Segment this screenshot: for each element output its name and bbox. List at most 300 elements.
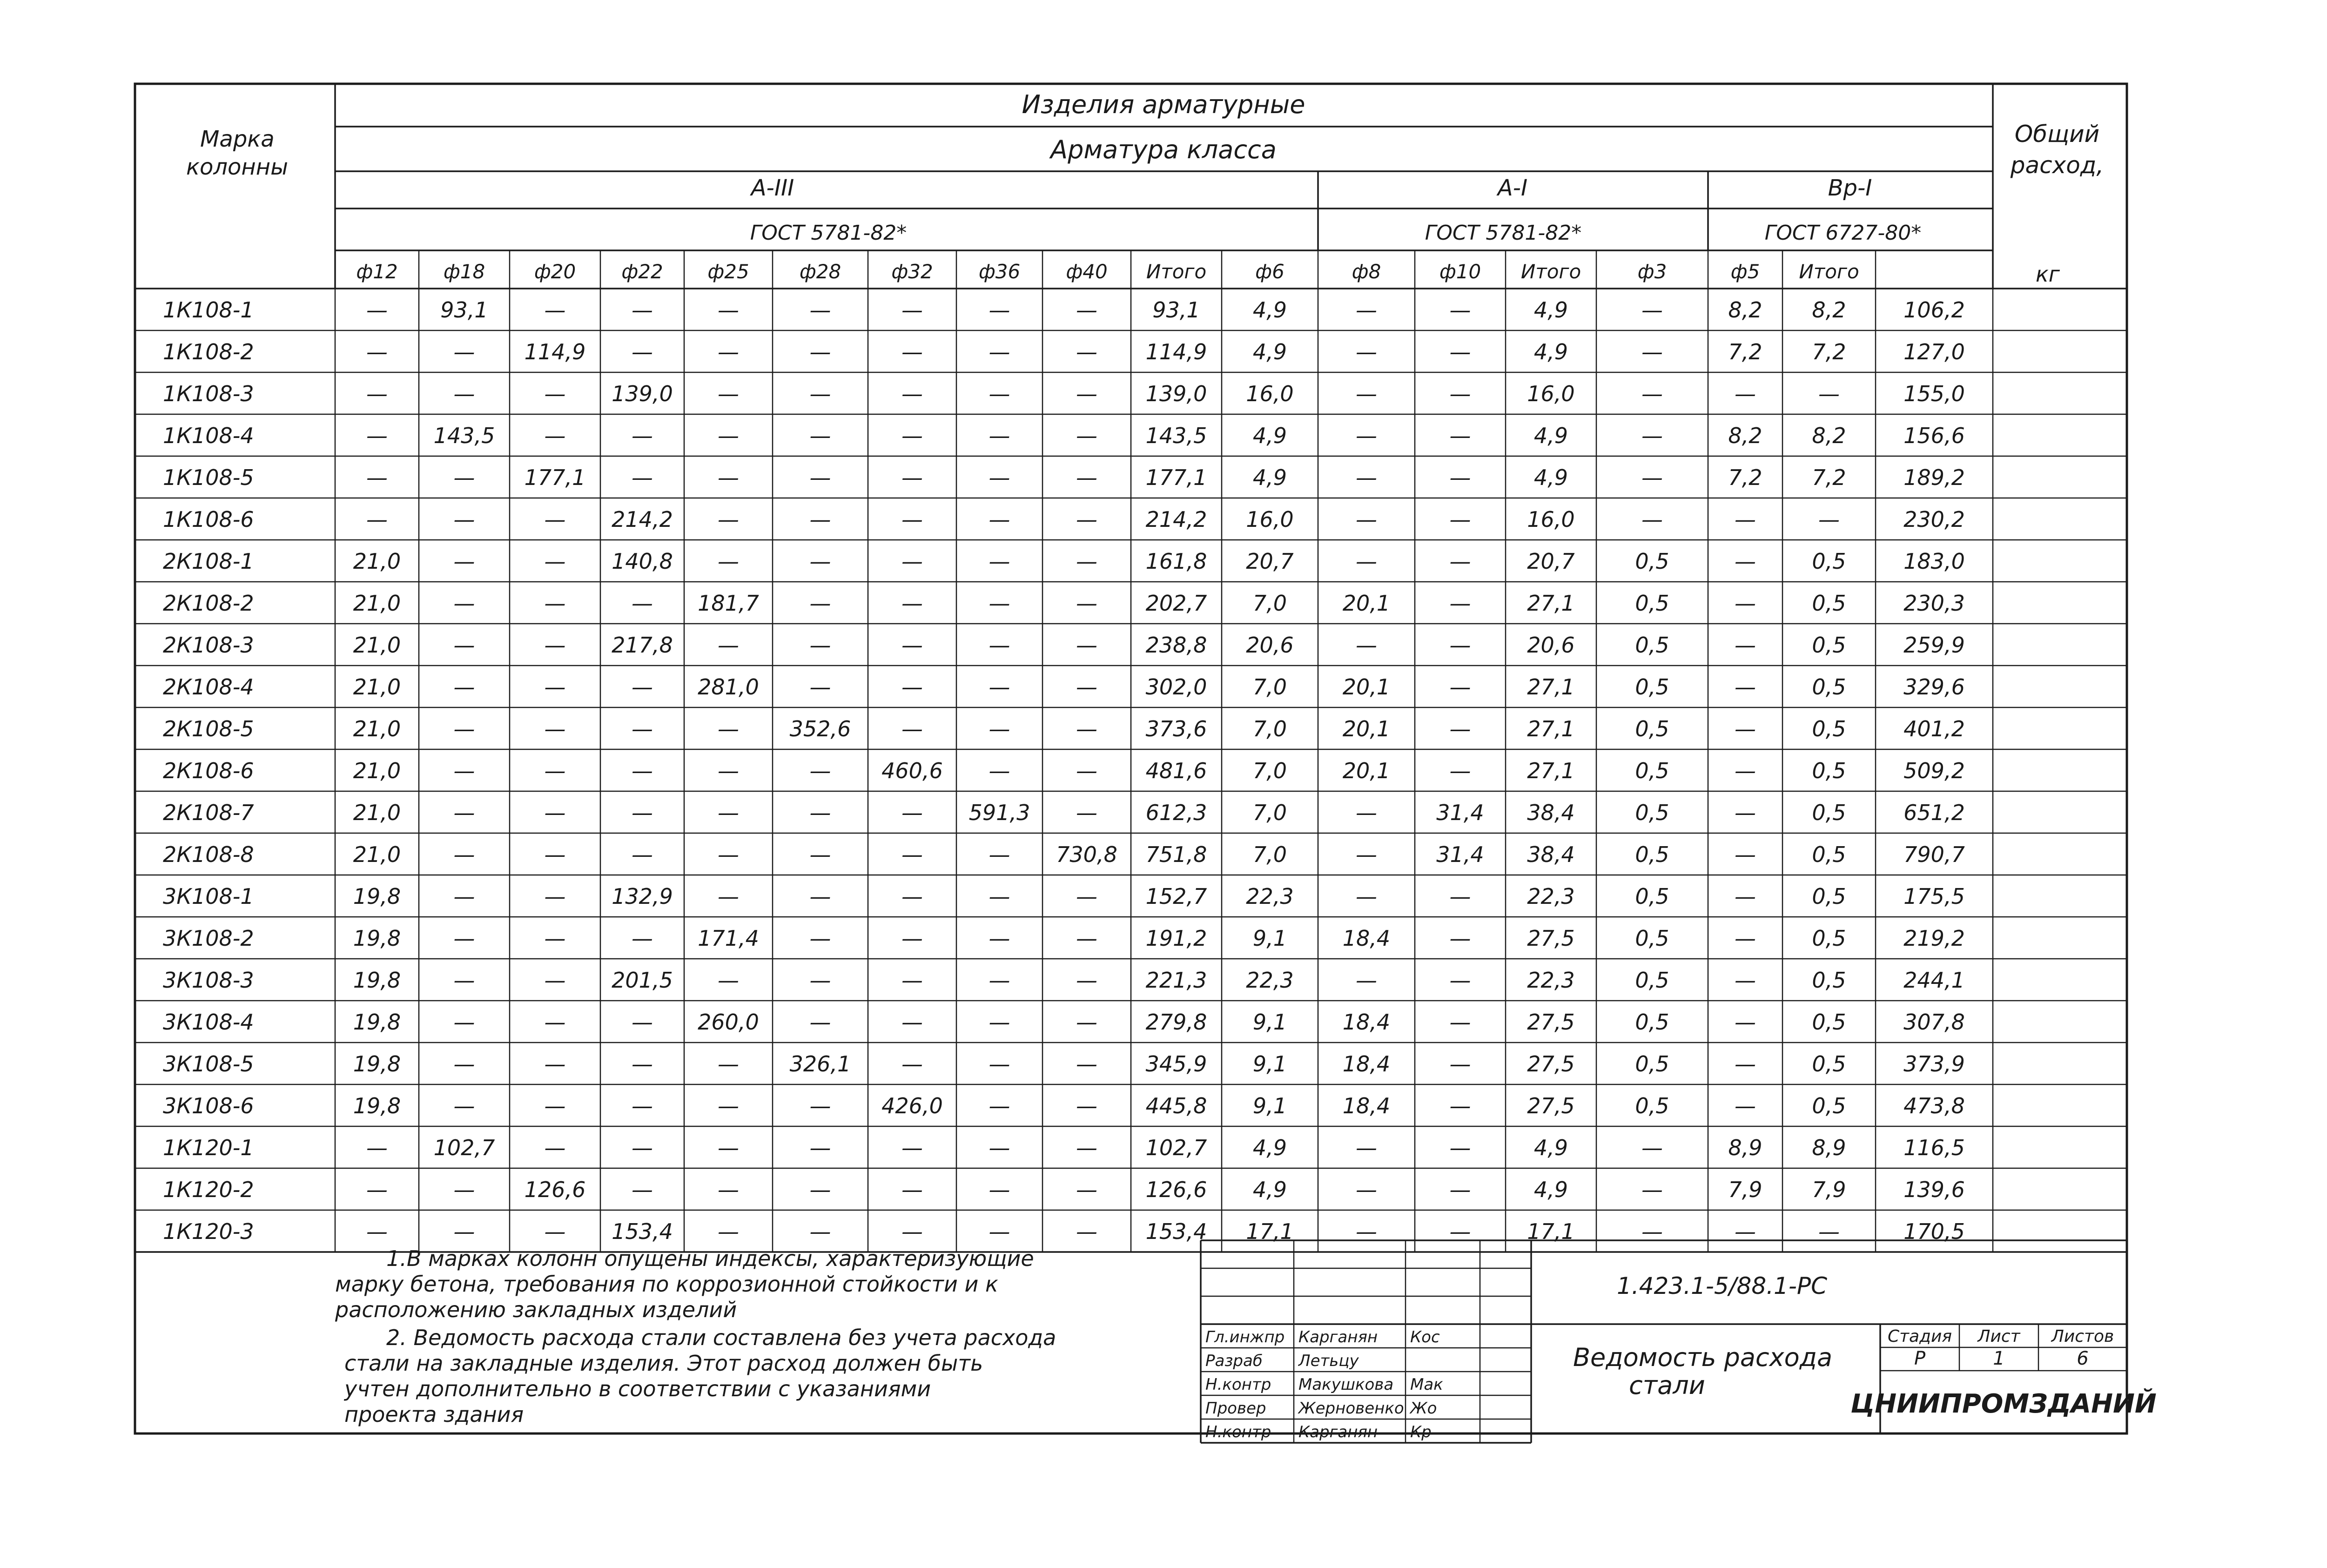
table-cell: — — [544, 1093, 566, 1118]
table-cell: — — [1735, 1051, 1756, 1077]
table-cell: 18,4 — [1342, 1051, 1391, 1077]
table-cell: 143,5 — [433, 423, 495, 448]
table-cell: 189,2 — [1903, 465, 1965, 490]
table-cell: — — [1356, 507, 1377, 532]
table-cell: — — [632, 339, 653, 364]
table-cell: 4,9 — [1533, 297, 1568, 323]
table-cell: 4,9 — [1533, 1135, 1568, 1160]
table-cell: — — [901, 339, 923, 364]
table-cell: — — [544, 633, 566, 658]
table-cell: — — [632, 1177, 653, 1202]
table-cell: 426,0 — [881, 1093, 943, 1118]
table-cell: 0,5 — [1812, 884, 1846, 909]
table-cell: 0,5 — [1635, 716, 1669, 741]
table-cell: 8,2 — [1728, 423, 1762, 448]
table-cell: 161,8 — [1145, 549, 1207, 574]
table-cell: 4,9 — [1252, 1135, 1287, 1160]
table-cell: — — [1641, 297, 1663, 323]
table-cell: — — [989, 423, 1010, 448]
column-header: Итого — [1146, 260, 1207, 283]
table-cell: — — [366, 1219, 388, 1244]
table-cell: — — [718, 1135, 739, 1160]
table-cell: — — [1641, 507, 1663, 532]
table-cell: 27,1 — [1527, 591, 1575, 616]
table-cell: 114,9 — [524, 339, 586, 364]
table-cell: — — [632, 758, 653, 783]
table-cell: 260,0 — [698, 1009, 759, 1035]
table-cell: — — [989, 716, 1010, 741]
table-cell: 0,5 — [1812, 842, 1846, 867]
table-cell: 7,0 — [1252, 842, 1287, 867]
table-cell: 7,0 — [1252, 674, 1287, 700]
signer-name: Карганян — [1298, 1423, 1378, 1441]
row-mark: 2К108-2 — [163, 591, 254, 616]
table-cell: 0,5 — [1635, 674, 1669, 700]
row-mark: 3К108-1 — [163, 884, 254, 909]
table-cell: — — [453, 716, 475, 741]
table-cell: — — [544, 297, 566, 323]
table-cell: — — [989, 1093, 1010, 1118]
column-header: ф5 — [1730, 260, 1760, 283]
table-cell: — — [1356, 633, 1377, 658]
note-line: стали на закладные изделия. Этот расход должен быть — [344, 1351, 983, 1376]
table-row — [163, 884, 1965, 909]
column-header: ф8 — [1352, 260, 1381, 283]
table-cell: — — [1356, 465, 1377, 490]
table-cell: 0,5 — [1812, 1009, 1846, 1035]
table-cell: 7,2 — [1812, 465, 1846, 490]
column-header: ф25 — [707, 260, 749, 283]
column-header: ф22 — [621, 260, 663, 283]
table-cell: — — [809, 1009, 831, 1035]
table-cell: 473,8 — [1903, 1093, 1965, 1118]
sheet-value: 1 — [1993, 1348, 2005, 1369]
table-row — [163, 423, 1965, 448]
table-cell: — — [989, 842, 1010, 867]
table-row — [163, 926, 1965, 951]
table-cell: — — [989, 1177, 1010, 1202]
table-cell: 279,8 — [1145, 1009, 1207, 1035]
table-cell: 352,6 — [789, 716, 851, 741]
table-cell: 21,0 — [353, 758, 401, 783]
table-cell: — — [453, 842, 475, 867]
table-cell: — — [1076, 1219, 1097, 1244]
column-header: ф32 — [891, 260, 933, 283]
table-cell: — — [1641, 381, 1663, 406]
table-cell: 20,1 — [1342, 758, 1391, 783]
table-cell: — — [1356, 381, 1377, 406]
table-cell: 21,0 — [353, 674, 401, 700]
table-cell: 0,5 — [1812, 674, 1846, 700]
table-cell: — — [632, 297, 653, 323]
table-cell: 19,8 — [353, 1009, 401, 1035]
signer-role: Провер — [1205, 1399, 1266, 1418]
table-cell: 19,8 — [353, 926, 401, 951]
table-cell: 27,5 — [1527, 1093, 1575, 1118]
table-cell: 93,1 — [1152, 297, 1200, 323]
table-cell: — — [989, 381, 1010, 406]
table-cell: — — [632, 1051, 653, 1077]
table-cell: — — [453, 926, 475, 951]
row-mark: 2К108-1 — [163, 549, 254, 574]
table-cell: 4,9 — [1533, 1177, 1568, 1202]
table-cell: — — [901, 1051, 923, 1077]
table-cell: — — [1735, 758, 1756, 783]
table-row — [163, 1135, 1965, 1160]
table-cell: — — [809, 1093, 831, 1118]
table-cell: 102,7 — [433, 1135, 495, 1160]
table-cell: — — [901, 1009, 923, 1035]
table-cell: 0,5 — [1812, 926, 1846, 951]
row-mark: 1К120-1 — [163, 1135, 254, 1160]
table-cell: — — [453, 549, 475, 574]
table-cell: — — [901, 381, 923, 406]
signer-signature: Кос — [1410, 1328, 1440, 1346]
table-cell: — — [718, 1051, 739, 1077]
table-cell: 116,5 — [1903, 1135, 1965, 1160]
table-cell: — — [809, 884, 831, 909]
table-cell: — — [1356, 423, 1377, 448]
table-cell: — — [1076, 758, 1097, 783]
table-cell: — — [901, 465, 923, 490]
table-cell: — — [366, 381, 388, 406]
table-cell: 0,5 — [1635, 884, 1669, 909]
table-cell: — — [989, 591, 1010, 616]
table-cell: 0,5 — [1635, 633, 1669, 658]
row-mark: 1К120-2 — [163, 1177, 254, 1202]
table-cell: 152,7 — [1145, 884, 1207, 909]
table-row — [163, 716, 1965, 741]
table-cell: — — [453, 800, 475, 825]
table-cell: — — [544, 549, 566, 574]
table-cell: 214,2 — [1145, 507, 1207, 532]
sheets-value: 6 — [2077, 1348, 2089, 1369]
table-cell: — — [1449, 1051, 1471, 1077]
table-cell: — — [718, 549, 739, 574]
row-mark: 2К108-4 — [163, 674, 254, 700]
table-cell: — — [632, 716, 653, 741]
table-cell: 751,8 — [1145, 842, 1207, 867]
stage-label: Стадия — [1887, 1327, 1952, 1346]
table-cell: — — [544, 926, 566, 951]
table-cell: — — [1076, 1135, 1097, 1160]
table-cell: 0,5 — [1635, 800, 1669, 825]
table-cell: — — [809, 465, 831, 490]
table-cell: — — [632, 1093, 653, 1118]
table-cell: — — [1449, 926, 1471, 951]
table-cell: — — [1449, 884, 1471, 909]
table-cell: — — [1449, 549, 1471, 574]
table-cell: — — [544, 884, 566, 909]
column-header: ф28 — [799, 260, 841, 283]
table-cell: — — [453, 1177, 475, 1202]
table-cell: — — [632, 423, 653, 448]
table-cell: 0,5 — [1812, 633, 1846, 658]
table-cell: — — [1076, 674, 1097, 700]
sheet-title-1: Ведомость расхода — [1573, 1343, 1833, 1372]
table-cell: 214,2 — [612, 507, 673, 532]
table-cell: — — [718, 800, 739, 825]
table-cell: — — [1356, 1135, 1377, 1160]
table-cell: — — [718, 633, 739, 658]
column-header: ф20 — [534, 260, 576, 283]
table-cell: 0,5 — [1635, 1051, 1669, 1077]
table-row — [163, 1051, 1965, 1077]
table-cell: — — [544, 1051, 566, 1077]
table-cell: — — [1735, 842, 1756, 867]
signer-name: Макушкова — [1298, 1375, 1394, 1394]
table-cell: — — [544, 800, 566, 825]
table-cell: 181,7 — [698, 591, 759, 616]
table-cell: — — [544, 591, 566, 616]
table-cell: 0,5 — [1812, 1093, 1846, 1118]
table-grid — [135, 84, 2127, 1252]
col-mark-title-2: колонны — [186, 154, 289, 180]
table-cell: 0,5 — [1635, 842, 1669, 867]
table-cell: — — [718, 465, 739, 490]
table-cell: — — [1735, 1219, 1756, 1244]
table-cell: — — [1449, 1177, 1471, 1202]
table-cell: — — [453, 884, 475, 909]
table-cell: 22,3 — [1527, 968, 1575, 993]
table-cell: — — [366, 1135, 388, 1160]
table-cell: — — [1735, 674, 1756, 700]
signer-signature: Кр — [1410, 1423, 1432, 1441]
table-cell: — — [1735, 926, 1756, 951]
row-mark: 1К108-5 — [163, 465, 254, 490]
table-cell: 0,5 — [1635, 968, 1669, 993]
table-cell: — — [1449, 297, 1471, 323]
table-row — [163, 633, 1965, 658]
table-cell: — — [901, 842, 923, 867]
table-cell: 329,6 — [1903, 674, 1965, 700]
table-cell: — — [809, 1219, 831, 1244]
table-cell: 8,2 — [1728, 297, 1762, 323]
table-cell: — — [901, 1135, 923, 1160]
table-cell: — — [1076, 507, 1097, 532]
table-cell: — — [718, 716, 739, 741]
table-cell: 139,0 — [612, 381, 673, 406]
table-cell: — — [901, 591, 923, 616]
table-cell: — — [809, 1177, 831, 1202]
table-cell: — — [1356, 884, 1377, 909]
table-row — [163, 339, 1965, 364]
table-cell: — — [1735, 800, 1756, 825]
table-cell: 27,5 — [1527, 1051, 1575, 1077]
table-cell: 38,4 — [1527, 800, 1575, 825]
table-cell: 345,9 — [1145, 1051, 1207, 1077]
table-cell: — — [809, 758, 831, 783]
table-cell: — — [544, 1219, 566, 1244]
table-cell: 7,2 — [1728, 465, 1762, 490]
table-cell: — — [632, 1009, 653, 1035]
class-a3-name: A-III — [751, 175, 794, 201]
table-cell: 177,1 — [1145, 465, 1207, 490]
table-cell: 156,6 — [1903, 423, 1965, 448]
table-cell: 17,1 — [1246, 1219, 1294, 1244]
table-cell: — — [544, 381, 566, 406]
table-cell: — — [1449, 968, 1471, 993]
table-cell: — — [1449, 633, 1471, 658]
table-cell: — — [989, 674, 1010, 700]
table-cell: — — [453, 1051, 475, 1077]
table-cell: — — [1449, 1009, 1471, 1035]
table-cell: — — [1076, 549, 1097, 574]
table-cell: 31,4 — [1436, 800, 1484, 825]
table-cell: — — [718, 1177, 739, 1202]
table-cell: 4,9 — [1252, 339, 1287, 364]
table-cell: 9,1 — [1252, 1009, 1287, 1035]
table-cell: — — [901, 549, 923, 574]
table-cell: 16,0 — [1527, 507, 1575, 532]
table-cell: — — [1641, 339, 1663, 364]
row-mark: 3К108-3 — [163, 968, 254, 993]
table-cell: — — [1356, 968, 1377, 993]
table-cell: — — [453, 674, 475, 700]
table-cell: 0,5 — [1812, 800, 1846, 825]
table-cell: 9,1 — [1252, 926, 1287, 951]
table-cell: — — [989, 507, 1010, 532]
table-cell: — — [1641, 1135, 1663, 1160]
table-cell: — — [1356, 549, 1377, 574]
table-cell: 143,5 — [1145, 423, 1207, 448]
table-cell: — — [632, 926, 653, 951]
table-cell: 18,4 — [1342, 926, 1391, 951]
table-cell: — — [453, 465, 475, 490]
table-cell: 0,5 — [1812, 591, 1846, 616]
table-cell: 230,2 — [1903, 507, 1965, 532]
row-mark: 2К108-5 — [163, 716, 254, 741]
table-cell: — — [718, 381, 739, 406]
table-cell: 0,5 — [1812, 758, 1846, 783]
table-cell: 7,2 — [1728, 339, 1762, 364]
table-cell: — — [989, 297, 1010, 323]
table-cell: 19,8 — [353, 1093, 401, 1118]
table-cell: — — [718, 1093, 739, 1118]
table-cell: — — [544, 1135, 566, 1160]
table-row — [163, 968, 1965, 993]
table-cell: — — [989, 884, 1010, 909]
signers — [1205, 1328, 1443, 1441]
table-cell: — — [901, 926, 923, 951]
table-cell: — — [544, 423, 566, 448]
table-cell: 0,5 — [1635, 1093, 1669, 1118]
table-cell: 460,6 — [881, 758, 943, 783]
table-cell: — — [901, 1177, 923, 1202]
class-vr1-gost: ГОСТ 6727-80* — [1764, 221, 1922, 245]
col-mark-title-1: Марка — [200, 126, 275, 152]
row-mark: 1К120-3 — [163, 1219, 254, 1244]
row-mark: 2К108-7 — [163, 800, 254, 825]
table-cell: — — [1076, 884, 1097, 909]
sheet-label: Лист — [1977, 1327, 2020, 1346]
column-header: ф3 — [1637, 260, 1667, 283]
row-mark: 2К108-8 — [163, 842, 254, 867]
notes — [335, 1246, 1056, 1427]
table-cell: 20,1 — [1342, 591, 1391, 616]
row-mark: 1К108-3 — [163, 381, 254, 406]
table-cell: 175,5 — [1903, 884, 1965, 909]
table-cell: 155,0 — [1903, 381, 1965, 406]
class-a1-name: A-I — [1497, 175, 1528, 201]
table-cell: — — [632, 674, 653, 700]
note-line: расположению закладных изделий — [335, 1297, 737, 1322]
table-cell: 244,1 — [1903, 968, 1965, 993]
table-cell: 481,6 — [1145, 758, 1207, 783]
table-cell: 0,5 — [1635, 1009, 1669, 1035]
column-header: ф10 — [1439, 260, 1481, 283]
note-line: проекта здания — [344, 1402, 524, 1427]
table-cell: — — [1818, 1219, 1840, 1244]
table-cell: — — [453, 1009, 475, 1035]
table-cell: 22,3 — [1527, 884, 1575, 909]
table-cell: — — [1735, 507, 1756, 532]
table-cell: 9,1 — [1252, 1093, 1287, 1118]
table-row — [163, 674, 1965, 700]
table-cell: — — [718, 842, 739, 867]
table-cell: 127,0 — [1903, 339, 1965, 364]
table-cell: 183,0 — [1903, 549, 1965, 574]
table-cell: 171,4 — [698, 926, 759, 951]
group-title: Изделия арматурные — [1022, 90, 1305, 119]
table-row — [163, 758, 1965, 783]
table-cell: — — [1449, 381, 1471, 406]
table-cell: — — [453, 381, 475, 406]
table-cell: — — [1818, 381, 1840, 406]
table-cell: 7,0 — [1252, 800, 1287, 825]
table-cell: — — [453, 507, 475, 532]
table-cell: 281,0 — [698, 674, 759, 700]
table-cell: 7,0 — [1252, 716, 1287, 741]
table-cell: 0,5 — [1812, 716, 1846, 741]
table-cell: 217,8 — [612, 633, 673, 658]
row-mark: 1К108-2 — [163, 339, 254, 364]
table-cell: 20,6 — [1527, 633, 1575, 658]
table-cell: — — [1356, 842, 1377, 867]
table-cell: — — [1449, 1093, 1471, 1118]
table-cell: — — [1449, 1135, 1471, 1160]
table-cell: 27,5 — [1527, 1009, 1575, 1035]
table-cell: — — [453, 1093, 475, 1118]
table-cell: 19,8 — [353, 968, 401, 993]
row-mark: 1К108-4 — [163, 423, 254, 448]
column-header: Итого — [1799, 260, 1859, 283]
table-cell: — — [366, 297, 388, 323]
table-cell: — — [1076, 633, 1097, 658]
table-cell: 302,0 — [1145, 674, 1207, 700]
table-cell: 22,3 — [1246, 884, 1294, 909]
table-cell: 0,5 — [1635, 591, 1669, 616]
table-cell: 0,5 — [1812, 1051, 1846, 1077]
table-row — [163, 549, 1965, 574]
table-cell: 4,9 — [1252, 1177, 1287, 1202]
table-cell: 20,7 — [1527, 549, 1575, 574]
table-cell: 230,3 — [1903, 591, 1965, 616]
table-cell: — — [632, 842, 653, 867]
table-cell: 93,1 — [440, 297, 488, 323]
table-cell: 21,0 — [353, 633, 401, 658]
table-row — [163, 842, 1965, 867]
table-cell: — — [1449, 423, 1471, 448]
row-mark: 2К108-3 — [163, 633, 254, 658]
table-cell: — — [1818, 507, 1840, 532]
table-cell: — — [544, 842, 566, 867]
table-cell: — — [544, 674, 566, 700]
table-cell: 21,0 — [353, 549, 401, 574]
table-cell: — — [1076, 297, 1097, 323]
table-cell: 219,2 — [1903, 926, 1965, 951]
table-row — [163, 465, 1965, 490]
